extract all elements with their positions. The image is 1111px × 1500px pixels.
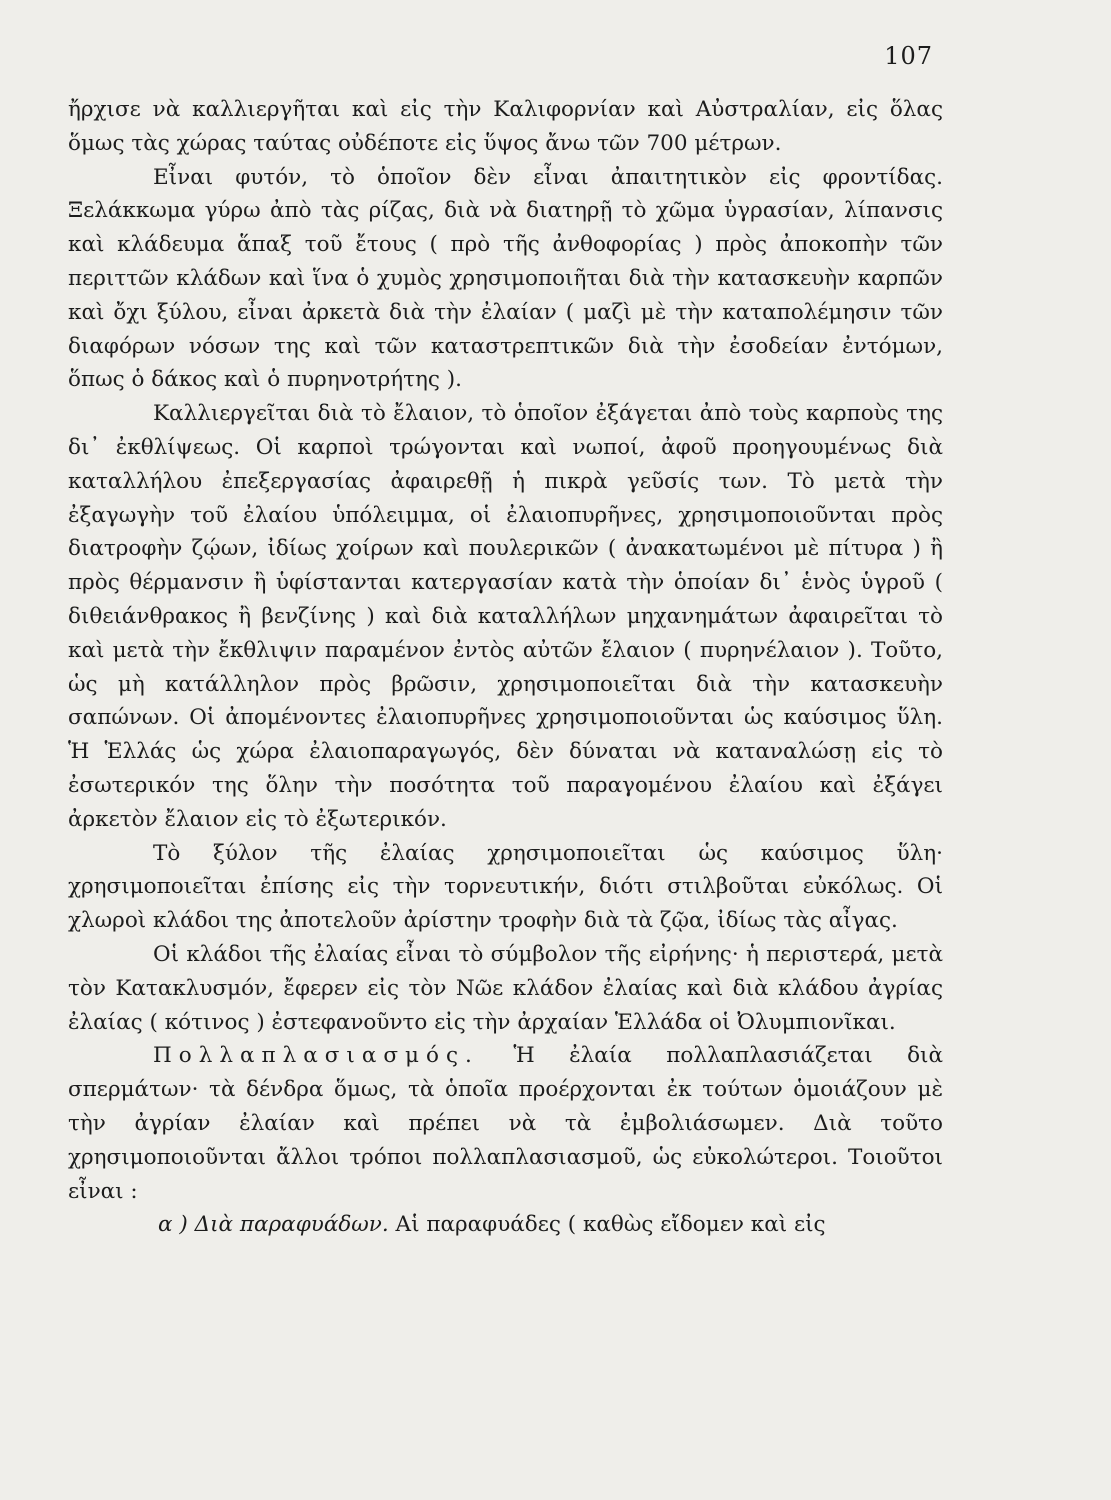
list-item-text: Αἱ παραφυάδες ( καθὼς εἴδομεν καὶ εἰς: [388, 1212, 826, 1238]
paragraph: Εἶναι φυτόν, τὸ ὁποῖον δὲν εἶναι ἀπαιτητικὸν εἰς φροντίδας. Ξελάκκωμα γύρω ἀπὸ τὰς ρίζας, διὰ νὰ διατηρῇ τὸ χῶμα ὑγρασίαν, λίπανσις καὶ κλάδευμα ἅπαξ τοῦ ἔτους ( πρὸ τῆς ἀνθοφορίας ) πρὸς ἀποκοπὴν τῶν περιττῶν κλάδων καὶ ἵνα ὁ χυμὸς χρησιμοποιῆται διὰ τὴν κατασκευὴν καρπῶν καὶ ὄχι ξύλου, εἶναι ἀρκετὰ διὰ τὴν ἐλαίαν ( μαζὶ μὲ τὴν καταπολέμησιν τῶν διαφόρων νόσων της καὶ τῶν καταστρεπτικῶν διὰ τὴν ἐσοδείαν ἐντόμων, ὅπως ὁ δάκος καὶ ὁ πυρηνοτρήτης ).: [68, 164, 943, 393]
page-number: 107: [884, 42, 933, 70]
list-item: [68, 1208, 943, 1242]
list-item-label: α ) Διὰ παραφυάδων.: [158, 1212, 389, 1238]
page-body: [68, 93, 943, 1242]
paragraph: Καλλιεργεῖται διὰ τὸ ἔλαιον, τὸ ὁποῖον ἐξάγεται ἀπὸ τοὺς καρποὺς της δι᾽ ἐκθλίψεως. Οἱ καρποὶ τρώγονται καὶ νωποί, ἀφοῦ προηγουμένως διὰ καταλλήλου ἐπεξεργασίας ἀφαιρεθῇ ἡ πικρὰ γεῦσίς των. Τὸ μετὰ τὴν ἐξαγωγὴν τοῦ ἐλαίου ὑπόλειμμα, οἱ ἐλαιοπυρῆνες, χρησιμοποιοῦνται πρὸς διατροφὴν ζῴων, ἰδίως χοίρων καὶ πουλερικῶν ( ἀνακατωμένοι μὲ πίτυρα ) ἢ πρὸς θέρμανσιν ἢ ὑφίστανται κατεργασίαν κατὰ τὴν ὁποίαν δι᾽ ἑνὸς ὑγροῦ ( διθειάνθρακος ἢ βενζίνης ) καὶ διὰ καταλλήλων μηχανημάτων ἀφαιρεῖται τὸ καὶ μετὰ τὴν ἔκθλιψιν παραμένον ἐντὸς αὐτῶν ἔλαιον ( πυρηνέλαιον ). Τοῦτο, ὡς μὴ κατάλληλον πρὸς βρῶσιν, χρησιμοποιεῖται διὰ τὴν κατασκευὴν σαπώνων. Οἱ ἀπομένοντες ἐλαιοπυρῆνες χρησιμοποιοῦνται ὡς καύσιμος ὕλη. Ἡ Ἑλλάς ὡς χώρα ἐλαιοπαραγωγός, δὲν δύναται νὰ καταναλώσῃ εἰς τὸ ἐσωτερικόν της ὅλην τὴν ποσότητα τοῦ παραγομένου ἐλαίου καὶ ἐξάγει ἀρκετὸν ἔλαιον εἰς τὸ ἐξωτερικόν.: [68, 401, 943, 832]
paragraph: ἤρχισε νὰ καλλιεργῆται καὶ εἰς τὴν Καλιφορνίαν καὶ Αὐστραλίαν, εἰς ὅλας ὅμως τὰς χώρας ταύτας οὐδέποτε εἰς ὕψος ἄνω τῶν 700 μέτρων.: [68, 97, 943, 156]
section-heading: Πολλαπλασιασμός.: [153, 1043, 479, 1069]
paragraph-text: Ἡ ἐλαία πολλαπλασιάζεται διὰ σπερμάτων· τὰ δένδρα ὅμως, τὰ ὁποῖα προέρχονται ἐκ τούτων ὁμοιάζουν μὲ τὴν ἀγρίαν ἐλαίαν καὶ πρέπει νὰ τὰ ἐμβολιάσωμεν. Διὰ τοῦτο χρησιμοποιοῦνται ἄλλοι τρόποι πολλαπλασιασμοῦ, ὡς εὐκολώτεροι. Τοιοῦτοι εἶναι :: [68, 1043, 943, 1204]
paragraph-multiplication: [68, 1039, 943, 1208]
paragraph: Τὸ ξύλον τῆς ἐλαίας χρησιμοποιεῖται ὡς καύσιμος ὕλη· χρησιμοποιεῖται ἐπίσης εἰς τὴν τορνευτικήν, διότι στιλβοῦται εὐκόλως. Οἱ χλωροὶ κλάδοι της ἀποτελοῦν ἀρίστην τροφὴν διὰ τὰ ζῷα, ἰδίως τὰς αἶγας.: [68, 840, 943, 934]
paragraph: Οἱ κλάδοι τῆς ἐλαίας εἶναι τὸ σύμβολον τῆς εἰρήνης· ἡ περιστερά, μετὰ τὸν Κατακλυσμόν, ἔφερεν εἰς τὸν Νῶε κλάδον ἐλαίας καὶ διὰ κλάδου ἀγρίας ἐλαίας ( κότινος ) ἐστεφανοῦντο εἰς τὴν ἀρχαίαν Ἑλλάδα οἱ Ὀλυμπιονῖκαι.: [68, 941, 943, 1035]
